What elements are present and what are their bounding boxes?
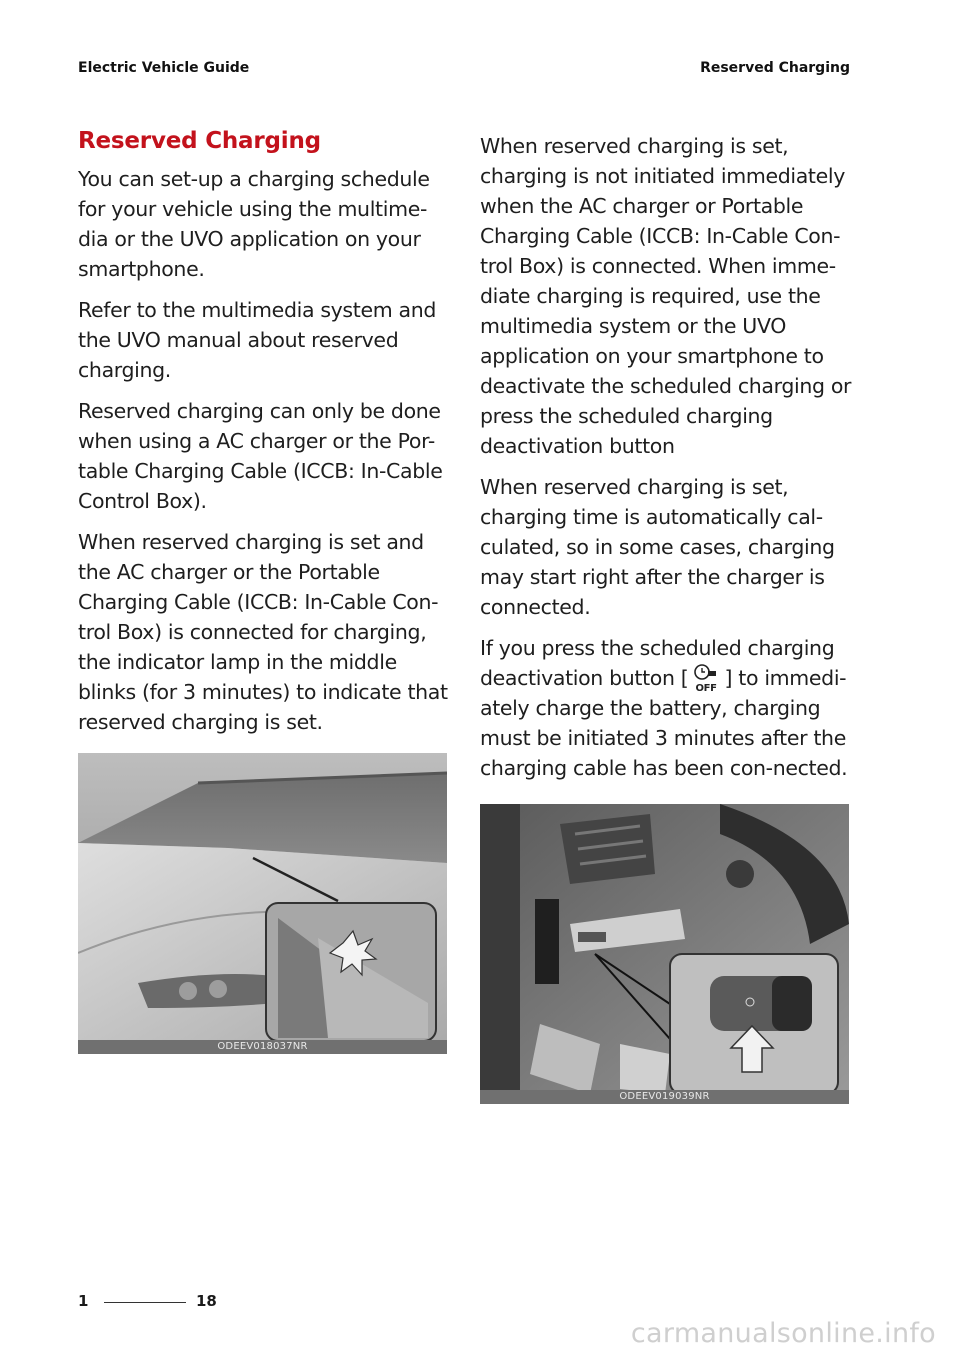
- paragraph-text-after: ] to immedi-ately charge the battery, charging must be initiated 3 minutes after the charging cable has been con-nected.: [480, 666, 848, 780]
- paragraph: You can set-up a charging schedule for your vehicle using the multime-dia or the UVO application on your smartphone.: [78, 167, 430, 281]
- paragraph: When reserved charging is set and the AC charger or the Portable Charging Cable (ICCB: In-Cable Con-trol Box) is connected for charging, the indicator lamp in the middle blinks (for 3 minutes) to indicate that reserved charging is set.: [78, 530, 448, 734]
- section-title: Reserved Charging: [78, 128, 321, 154]
- header-guide-title: Electric Vehicle Guide: [78, 60, 250, 76]
- paragraph-text-before: If you press the scheduled charging deactivation button [: [480, 636, 835, 690]
- paragraph: Refer to the multimedia system and the UVO manual about reserved charging.: [78, 298, 437, 382]
- right-column: [480, 131, 852, 1104]
- deactivation-button-figure: [480, 804, 849, 1104]
- car-hood-illustration: [78, 753, 447, 1054]
- paragraph: Reserved charging can only be done when using a AC charger or the Por-table Charging Cable (ICCB: In-Cable Control Box).: [78, 399, 443, 513]
- left-column: [78, 128, 450, 1054]
- paragraph: When reserved charging is set, charging time is automatically cal-culated, so in some cases, charging may start right after the charger is connected.: [480, 475, 835, 619]
- scheduled-charging-off-icon: [689, 663, 723, 693]
- watermark: carmanualsonline.info: [630, 1318, 936, 1349]
- figure-code: ODEEV018037NR: [78, 1040, 447, 1054]
- off-label: OFF: [695, 683, 718, 693]
- chapter-number: 1: [78, 1292, 89, 1310]
- page-number: 18: [196, 1292, 217, 1310]
- charging-indicator-figure: [78, 753, 447, 1054]
- footer-divider: [104, 1302, 186, 1303]
- page-footer: [78, 1292, 218, 1312]
- paragraph-with-icon: [480, 633, 852, 783]
- paragraph: When reserved charging is set, charging is not initiated immediately when the AC charger or Portable Charging Cable (ICCB: In-Cable Con-trol Box) is connected. When imme-diate charging is required, use the multimedia system or the UVO application on your smartphone to deactivate the scheduled charging or press the scheduled charging deactivation button: [480, 134, 852, 458]
- dashboard-illustration: [480, 804, 849, 1104]
- figure-code: ODEEV019039NR: [480, 1090, 849, 1104]
- header-section-title: Reserved Charging: [700, 60, 850, 76]
